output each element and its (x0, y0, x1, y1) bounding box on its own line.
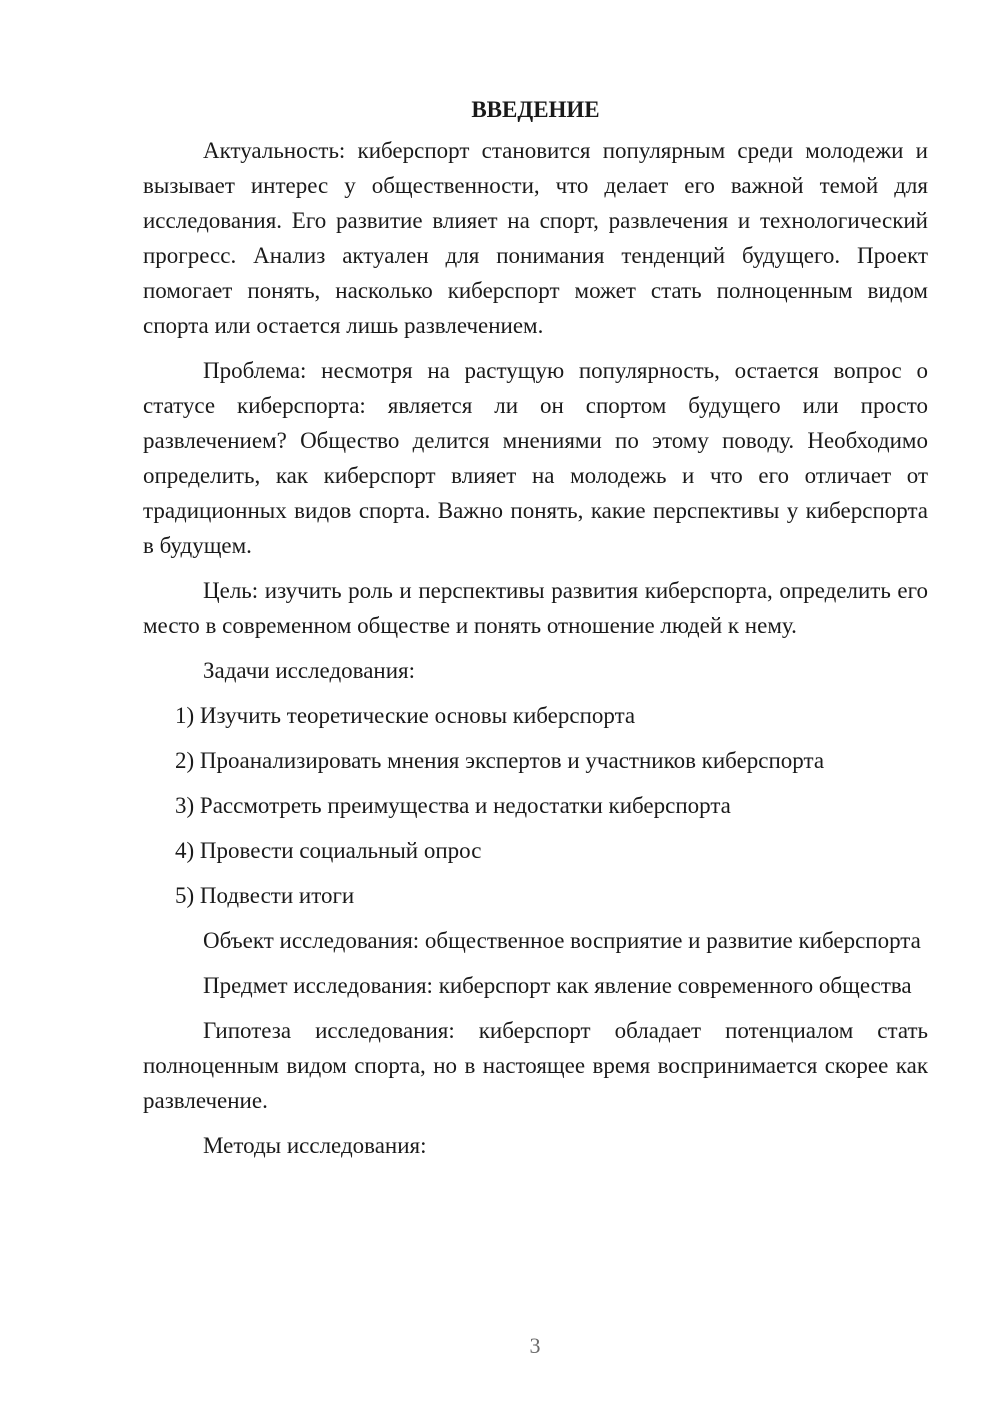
task-item-1: 1) Изучить теоретические основы киберспорта (175, 703, 636, 728)
page-number: 3 (529, 1333, 541, 1358)
task-item-5: 5) Подвести итоги (175, 883, 355, 908)
section-heading: ВВЕДЕНИЕ (471, 97, 600, 122)
tasks-title: Задачи исследования: (203, 658, 416, 683)
task-item-4: 4) Провести социальный опрос (175, 838, 482, 863)
tasks-list (143, 698, 928, 913)
subject-paragraph: Предмет исследования: киберспорт как явление современного общества (203, 973, 912, 998)
hypothesis-paragraph: Гипотеза исследования: киберспорт обладает потенциалом стать полноценным видом спорта, но в настоящее время воспринимается скорее как развлечение. (143, 1018, 928, 1113)
object-paragraph: Объект исследования: общественное восприятие и развитие киберспорта (203, 928, 921, 953)
task-item-3: 3) Рассмотреть преимущества и недостатки киберспорта (175, 793, 731, 818)
relevance-paragraph: Актуальность: киберспорт становится популярным среди молодежи и вызывает интерес у общественности, что делает его важной темой для исследования. Его развитие влияет на спорт, развлечения и технологический прогресс. Анализ актуален для понимания тенденций будущего. Проект помогает понять, насколько киберспорт может стать полноценным видом спорта или остается лишь развлечением. (143, 138, 928, 338)
goal-paragraph: Цель: изучить роль и перспективы развития киберспорта, определить его место в современном обществе и понять отношение людей к нему. (143, 578, 928, 638)
task-item-2: 2) Проанализировать мнения экспертов и участников киберспорта (175, 748, 825, 773)
page-content (143, 92, 928, 1173)
problem-paragraph: Проблема: несмотря на растущую популярность, остается вопрос о статусе киберспорта: является ли он спортом будущего или просто развлечением? Общество делится мнениями по этому поводу. Необходимо определить, как киберспорт влияет на молодежь и что его отличает от традиционных видов спорта. Важно понять, какие перспективы у киберспорта в будущем. (143, 358, 928, 558)
methods-title: Методы исследования: (203, 1133, 427, 1158)
